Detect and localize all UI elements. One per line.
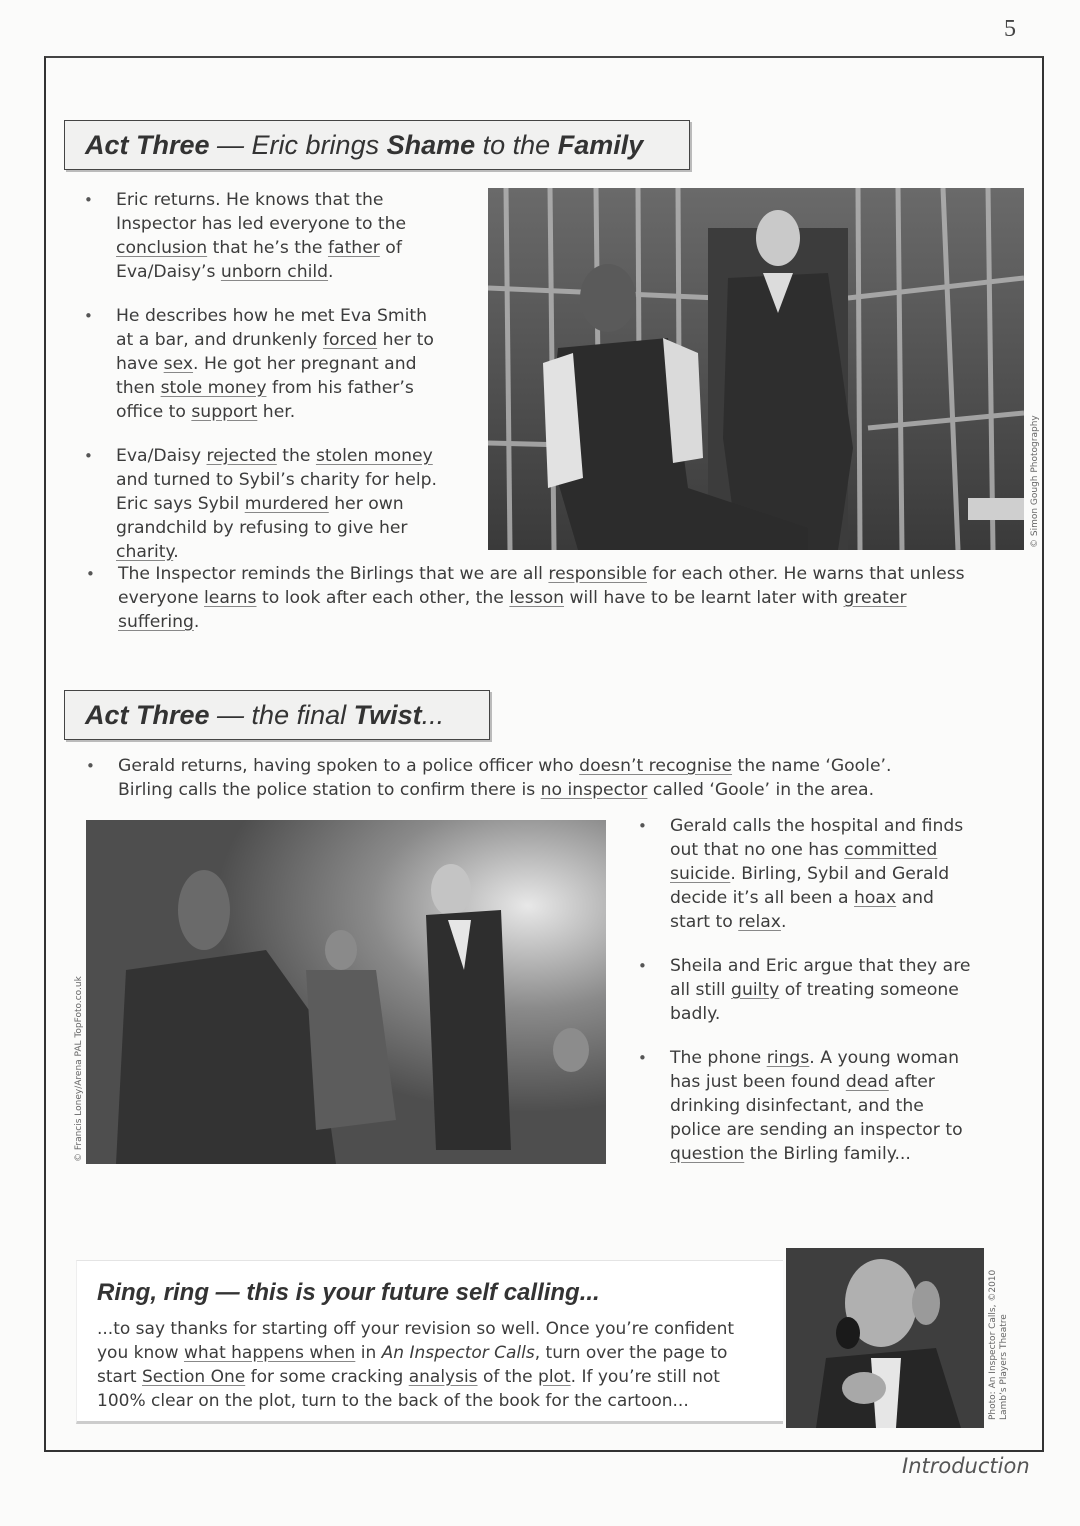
key-term: what happens when bbox=[183, 1343, 356, 1363]
key-term: forced bbox=[322, 330, 378, 350]
title-act: Act Three bbox=[85, 129, 210, 160]
text: Gerald calls the hospital and finds out that no one has bbox=[670, 816, 964, 860]
text: The Inspector reminds the Birlings that we are all bbox=[118, 564, 549, 584]
title-text: — Eric brings bbox=[209, 129, 387, 160]
bullet-item bbox=[84, 754, 924, 802]
text: Sheila and Eric argue that they are all still bbox=[670, 956, 971, 1000]
title-family: Family bbox=[557, 129, 644, 160]
key-term: committed suicide bbox=[670, 840, 938, 884]
tip-title: Ring, ring — this is your future self calling... bbox=[97, 1279, 600, 1306]
section2-intro-bullet bbox=[84, 754, 924, 802]
section1-wide-bullet bbox=[84, 562, 984, 634]
text: for each other. He warns that unless everyone bbox=[118, 564, 965, 608]
text: in bbox=[355, 1343, 382, 1363]
title-shame: Shame bbox=[386, 129, 476, 160]
key-term: father bbox=[327, 238, 380, 258]
text: . Birling, Sybil and Gerald decide it’s all been a bbox=[670, 864, 950, 908]
bullet-item bbox=[84, 562, 984, 634]
future-self-tip-box bbox=[76, 1260, 783, 1424]
bullet-item bbox=[636, 1046, 976, 1166]
photo-credit-simon-gough: © Simon Gough Photography bbox=[1030, 415, 1040, 548]
text: called ‘Goole’ in the area. bbox=[647, 780, 875, 800]
key-term: charity bbox=[116, 542, 174, 562]
text: Eva/Daisy bbox=[116, 446, 207, 466]
photo-man-on-telephone bbox=[786, 1248, 984, 1428]
text: to look after each other, the bbox=[256, 588, 510, 608]
key-term: plot bbox=[538, 1367, 571, 1387]
text: after drinking disinfectant, and the police are sending an inspector to bbox=[670, 1072, 963, 1140]
page-number: 5 bbox=[1004, 16, 1016, 42]
bullet-item bbox=[636, 814, 976, 934]
key-term: unborn child bbox=[220, 262, 329, 282]
key-term: hoax bbox=[854, 888, 897, 908]
text: her own grandchild by refusing to give her bbox=[116, 494, 408, 538]
key-term: stole money bbox=[160, 378, 267, 398]
text: and start to bbox=[670, 888, 934, 932]
key-term: lesson bbox=[509, 588, 565, 608]
text: her to have bbox=[116, 330, 434, 374]
footer-section-label: Introduction bbox=[902, 1454, 1030, 1478]
text: the Birling family... bbox=[744, 1144, 911, 1164]
key-term: guilty bbox=[731, 980, 780, 1000]
text: for some cracking bbox=[245, 1367, 409, 1387]
text: . bbox=[780, 912, 787, 932]
section-title-shame bbox=[64, 120, 690, 170]
key-term: relax bbox=[738, 912, 781, 932]
telephone-photo-illustration bbox=[786, 1248, 984, 1428]
photo-credit-francis-loney: © Francis Loney/Arena PAL TopFoto.co.uk bbox=[74, 976, 84, 1162]
key-term: doesn’t recognise bbox=[579, 756, 733, 776]
key-term: learns bbox=[204, 588, 257, 608]
title-ellipsis: ... bbox=[421, 699, 445, 730]
key-term: analysis bbox=[408, 1367, 478, 1387]
text: . He got her pregnant and then bbox=[116, 354, 417, 398]
title-act: Act Three bbox=[85, 699, 210, 730]
key-term: conclusion bbox=[116, 238, 208, 258]
text: of treating someone badly. bbox=[670, 980, 959, 1024]
key-term: murdered bbox=[244, 494, 329, 514]
photo-credit-lambs-players bbox=[988, 1270, 1010, 1420]
section1-bullet-list bbox=[82, 188, 442, 584]
title-text: — the final bbox=[209, 699, 354, 730]
text: . bbox=[328, 262, 334, 282]
key-term: question bbox=[670, 1144, 745, 1164]
title-twist: Twist bbox=[353, 699, 422, 730]
photo-final-twist-stage bbox=[86, 820, 606, 1164]
key-term: greater suffering bbox=[118, 588, 907, 632]
stage-photo-illustration bbox=[488, 188, 1024, 550]
key-term: support bbox=[191, 402, 258, 422]
text: the bbox=[276, 446, 316, 466]
text: , turn over the page to start bbox=[97, 1343, 728, 1387]
section2-bullet-list bbox=[636, 814, 976, 1186]
key-term: responsible bbox=[548, 564, 647, 584]
text: ...to say thanks for starting off your revision so well. Once you’re confident you know bbox=[97, 1319, 735, 1363]
photo-eric-and-birling bbox=[488, 188, 1024, 550]
text: of Eva/Daisy’s bbox=[116, 238, 402, 282]
key-term: sex bbox=[163, 354, 194, 374]
section-title-twist bbox=[64, 690, 490, 740]
title-reference: An Inspector Calls bbox=[381, 1343, 535, 1363]
key-term: rings bbox=[766, 1048, 810, 1068]
text: the name ‘Goole’. Birling calls the police station to confirm there is bbox=[118, 756, 892, 800]
text: . bbox=[193, 612, 200, 632]
text: of the bbox=[477, 1367, 539, 1387]
text: and turned to Sybil’s charity for help. Eric says Sybil bbox=[116, 470, 437, 514]
key-term: dead bbox=[845, 1072, 889, 1092]
bullet-item bbox=[82, 188, 442, 284]
bullet-item bbox=[82, 304, 442, 424]
bullet-item bbox=[82, 444, 442, 564]
text: from his father’s office to bbox=[116, 378, 414, 422]
text: her. bbox=[257, 402, 296, 422]
bullet-item bbox=[636, 954, 976, 1026]
stage-photo-illustration bbox=[86, 820, 606, 1164]
text: Eric returns. He knows that the Inspector has led everyone to the bbox=[116, 190, 407, 234]
text: . If you’re still not 100% clear on the plot, turn to the back of the book for the cartoon... bbox=[97, 1367, 720, 1411]
credit-line-2: Lamb’s Players Theatre bbox=[999, 1314, 1009, 1420]
key-term: no inspector bbox=[540, 780, 648, 800]
text: that he’s the bbox=[207, 238, 328, 258]
key-term: stolen money bbox=[315, 446, 433, 466]
text: . bbox=[173, 542, 179, 562]
title-text: to the bbox=[475, 129, 558, 160]
text: He describes how he met Eva Smith at a bar, and drunkenly bbox=[116, 306, 428, 350]
key-term: Section One bbox=[142, 1367, 246, 1387]
text: The phone bbox=[670, 1048, 767, 1068]
text: . A young woman has just been found bbox=[670, 1048, 960, 1092]
credit-line-1: Photo: An Inspector Calls, ©2010 bbox=[988, 1269, 998, 1420]
text: will have to be learnt later with bbox=[564, 588, 844, 608]
tip-body bbox=[97, 1317, 757, 1413]
text: Gerald returns, having spoken to a police officer who bbox=[118, 756, 580, 776]
key-term: rejected bbox=[206, 446, 277, 466]
